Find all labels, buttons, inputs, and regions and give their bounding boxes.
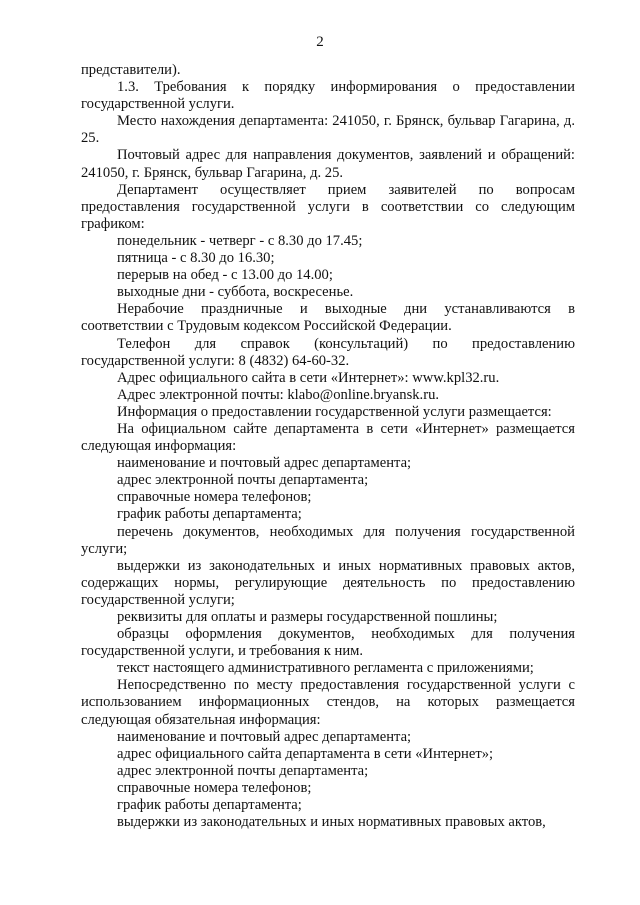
paragraph: Адрес электронной почты: klabo@online.bryansk.ru. xyxy=(117,386,440,403)
paragraph: выдержки из законодательных и иных нормативных правовых актов, содержащих нормы, регулирующие деятельность по предоставлению государственной услуги; xyxy=(81,557,575,608)
paragraph: текст настоящего административного регламента с приложениями; xyxy=(117,660,534,677)
paragraph: На официальном сайте департамента в сети «Интернет» размещается следующая информация: xyxy=(81,420,575,455)
paragraph: наименование и почтовый адрес департамента; xyxy=(117,455,412,472)
paragraph: выдержки из законодательных и иных нормативных правовых актов, xyxy=(117,814,546,831)
paragraph: адрес официального сайта департамента в сети «Интернет»; xyxy=(117,745,494,762)
paragraph: справочные номера телефонов; xyxy=(117,779,312,796)
paragraph: Телефон для справок (консультаций) по предоставлению государственной услуги: 8 (4832) 64-60-32. xyxy=(81,335,575,369)
paragraph: адрес электронной почты департамента; xyxy=(117,472,369,489)
paragraph: Департамент осуществляет прием заявителей по вопросам предоставления государственной услуги в соответствии со следующим графиком: xyxy=(81,181,575,232)
paragraph: Непосредственно по месту предоставления государственной услуги с использованием информационных стендов, на которых размещается следующая обязательная информация: xyxy=(81,677,575,728)
document-body xyxy=(81,62,575,831)
paragraph: Нерабочие праздничные и выходные дни устанавливаются в соответствии с Трудовым кодексом Российской Федерации. xyxy=(81,301,575,335)
paragraph: Информация о предоставлении государственной услуги размещается: xyxy=(117,403,552,420)
paragraph: перечень документов, необходимых для получения государственной услуги; xyxy=(81,523,575,557)
paragraph: выходные дни - суббота, воскресенье. xyxy=(117,284,354,301)
paragraph: 1.3. Требования к порядку информирования о предоставлении государственной услуги. xyxy=(81,79,575,113)
paragraph: Место нахождения департамента: 241050, г. Брянск, бульвар Гагарина, д. 25. xyxy=(81,113,575,147)
paragraph: понедельник - четверг - с 8.30 до 17.45; xyxy=(117,232,363,249)
paragraph: Адрес официального сайта в сети «Интернет»: www.kpl32.ru. xyxy=(117,369,500,386)
paragraph: образцы оформления документов, необходимых для получения государственной услуги, и требования к ним. xyxy=(81,626,575,660)
paragraph: реквизиты для оплаты и размеры государственной пошлины; xyxy=(117,609,498,625)
page-number: 2 xyxy=(316,34,324,50)
paragraph: график работы департамента; xyxy=(117,797,302,814)
paragraph: Почтовый адрес для направления документов, заявлений и обращений: 241050, г. Брянск, бульвар Гагарина, д. 25. xyxy=(81,147,575,181)
paragraph: представители). xyxy=(81,62,181,78)
paragraph: график работы департамента; xyxy=(117,506,302,523)
paragraph: адрес электронной почты департамента; xyxy=(117,762,369,779)
paragraph: пятница - с 8.30 до 16.30; xyxy=(117,250,275,267)
paragraph: наименование и почтовый адрес департамента; xyxy=(117,728,412,745)
paragraph: справочные номера телефонов; xyxy=(117,489,312,506)
paragraph: перерыв на обед - с 13.00 до 14.00; xyxy=(117,267,333,284)
